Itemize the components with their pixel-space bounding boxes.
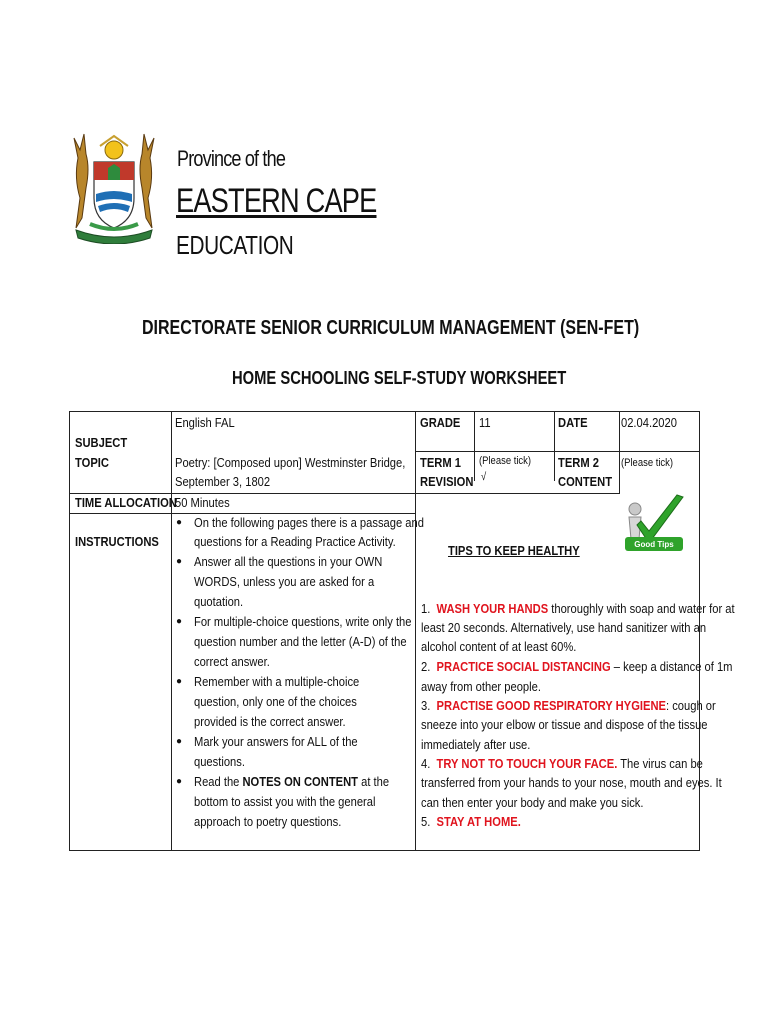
tip-3-line-2: sneeze into your elbow or tissue and dispose of the tissue [421, 717, 708, 732]
instruction-4-line-1: Remember with a multiple-choice [194, 674, 360, 689]
row-divider-1 [415, 451, 700, 452]
col-divider-3 [474, 411, 475, 481]
instruction-3-line-3: correct answer. [194, 654, 270, 669]
date-value: 02.04.2020 [621, 415, 677, 430]
bullet-icon: ● [176, 736, 183, 747]
date-label: DATE [558, 415, 588, 430]
region-title: EASTERN CAPE [176, 182, 377, 220]
tips-title: TIPS TO KEEP HEALTHY [448, 543, 580, 558]
instruction-3-line-2: question number and the letter (A-D) of the [194, 634, 407, 649]
good-tips-badge-icon [619, 493, 691, 555]
col-divider-2 [415, 411, 416, 851]
instruction-6-pre: Read the [194, 774, 243, 789]
worksheet-title: HOME SCHOOLING SELF-STUDY WORKSHEET [232, 368, 567, 388]
instruction-4-line-3: provided is the correct answer. [194, 714, 346, 729]
tip-4-line-3: can then enter your body and make you sick. [421, 795, 644, 810]
instruction-4-line-2: question, only one of the choices [194, 694, 357, 709]
topic-line-1: Poetry: [Composed upon] Westminster Bridge, [175, 455, 406, 470]
tip-5-number: 5. [421, 814, 431, 829]
tip-1-number: 1. [421, 601, 431, 616]
bullet-icon: ● [176, 676, 183, 687]
tip-1-rest: thoroughly with soap and water for at [548, 601, 735, 616]
bullet-icon: ● [176, 776, 183, 787]
tip-3-line-1 [421, 696, 716, 716]
instruction-1-line-1: On the following pages there is a passage and [194, 515, 424, 530]
bullet-icon: ● [176, 616, 183, 627]
instructions-label: INSTRUCTIONS [75, 534, 159, 549]
grade-value: 11 [479, 415, 491, 430]
col-divider-1 [171, 411, 172, 851]
topic-line-2: September 3, 1802 [175, 474, 271, 489]
tip-2-line-2: away from other people. [421, 679, 541, 694]
instruction-3-line-1: For multiple-choice questions, write only the [194, 614, 412, 629]
instruction-2-line-2: WORDS, unless you are asked for a [194, 574, 375, 589]
col-divider-5 [619, 411, 620, 493]
province-label: Province of the [177, 146, 286, 171]
directorate-heading: DIRECTORATE SENIOR CURRICULUM MANAGEMENT (SEN-FET) [142, 317, 640, 339]
instruction-5-line-1: Mark your answers for ALL of the [194, 734, 358, 749]
tip-1-highlight: WASH YOUR HANDS [436, 601, 549, 616]
instruction-1-line-2: questions for a Reading Practice Activity. [194, 534, 396, 549]
tip-1-line-2: least 20 seconds. Alternatively, use hand sanitizer with an [421, 620, 707, 635]
bullet-icon: ● [176, 517, 183, 528]
instruction-2-line-3: quotation. [194, 594, 244, 609]
time-label: TIME ALLOCATION [75, 495, 177, 510]
tip-2-line-1 [421, 657, 733, 677]
subject-label: SUBJECT [75, 435, 128, 450]
tip-3-rest: : cough or [665, 698, 716, 713]
tip-3-highlight: PRACTISE GOOD RESPIRATORY HYGIENE [436, 698, 666, 713]
grade-label: GRADE [420, 415, 461, 430]
instruction-6-bold: NOTES ON CONTENT [242, 774, 359, 789]
subject-value: English FAL [175, 415, 235, 430]
bullet-icon: ● [176, 556, 183, 567]
term1-tick-hint: (Please tick) [479, 455, 532, 467]
tip-2-highlight: PRACTICE SOCIAL DISTANCING [436, 659, 611, 674]
term2-tick-hint[interactable]: (Please tick) [621, 457, 674, 469]
term1-tick[interactable]: √ [481, 471, 487, 483]
term2-label: TERM 2 [558, 455, 599, 470]
good-tips-badge-text: Good Tips [634, 540, 674, 549]
table-border-top [69, 411, 700, 412]
tip-4-line-1 [421, 754, 703, 774]
tip-4-number: 4. [421, 756, 431, 771]
tip-1-line-3: alcohol content of at least 60%. [421, 639, 577, 654]
term2-sub: CONTENT [558, 474, 613, 489]
instruction-5-line-2: questions. [194, 754, 245, 769]
tip-4-rest: The virus can be [617, 756, 703, 771]
tip-2-number: 2. [421, 659, 431, 674]
table-border-bottom [69, 850, 700, 851]
instruction-6-line-2: bottom to assist you with the general [194, 794, 376, 809]
tip-4-line-2: transferred from your hands to your nose, mouth and eyes. It [421, 775, 722, 790]
tip-2-rest: – keep a distance of 1m [610, 659, 733, 674]
tip-1-line-1 [421, 599, 735, 619]
coat-of-arms-logo [70, 128, 158, 244]
instruction-2-line-1: Answer all the questions in your OWN [194, 554, 383, 569]
department-label: EDUCATION [176, 230, 294, 260]
col-divider-4 [554, 411, 555, 481]
instruction-6-line-3: approach to poetry questions. [194, 814, 342, 829]
instruction-6-line-1 [194, 772, 389, 792]
topic-label: TOPIC [75, 455, 109, 470]
tip-3-number: 3. [421, 698, 431, 713]
table-border-left [69, 411, 70, 851]
term1-sub: REVISION [420, 474, 474, 489]
instruction-6-post: at the [358, 774, 390, 789]
tip-3-line-3: immediately after use. [421, 737, 531, 752]
tip-5-highlight: STAY AT HOME. [436, 814, 521, 829]
tip-4-highlight: TRY NOT TO TOUCH YOUR FACE. [436, 756, 618, 771]
term1-label: TERM 1 [420, 455, 461, 470]
worksheet-info-table [69, 411, 735, 851]
tip-5-line-1 [421, 812, 521, 832]
time-value: 50 Minutes [175, 495, 230, 510]
